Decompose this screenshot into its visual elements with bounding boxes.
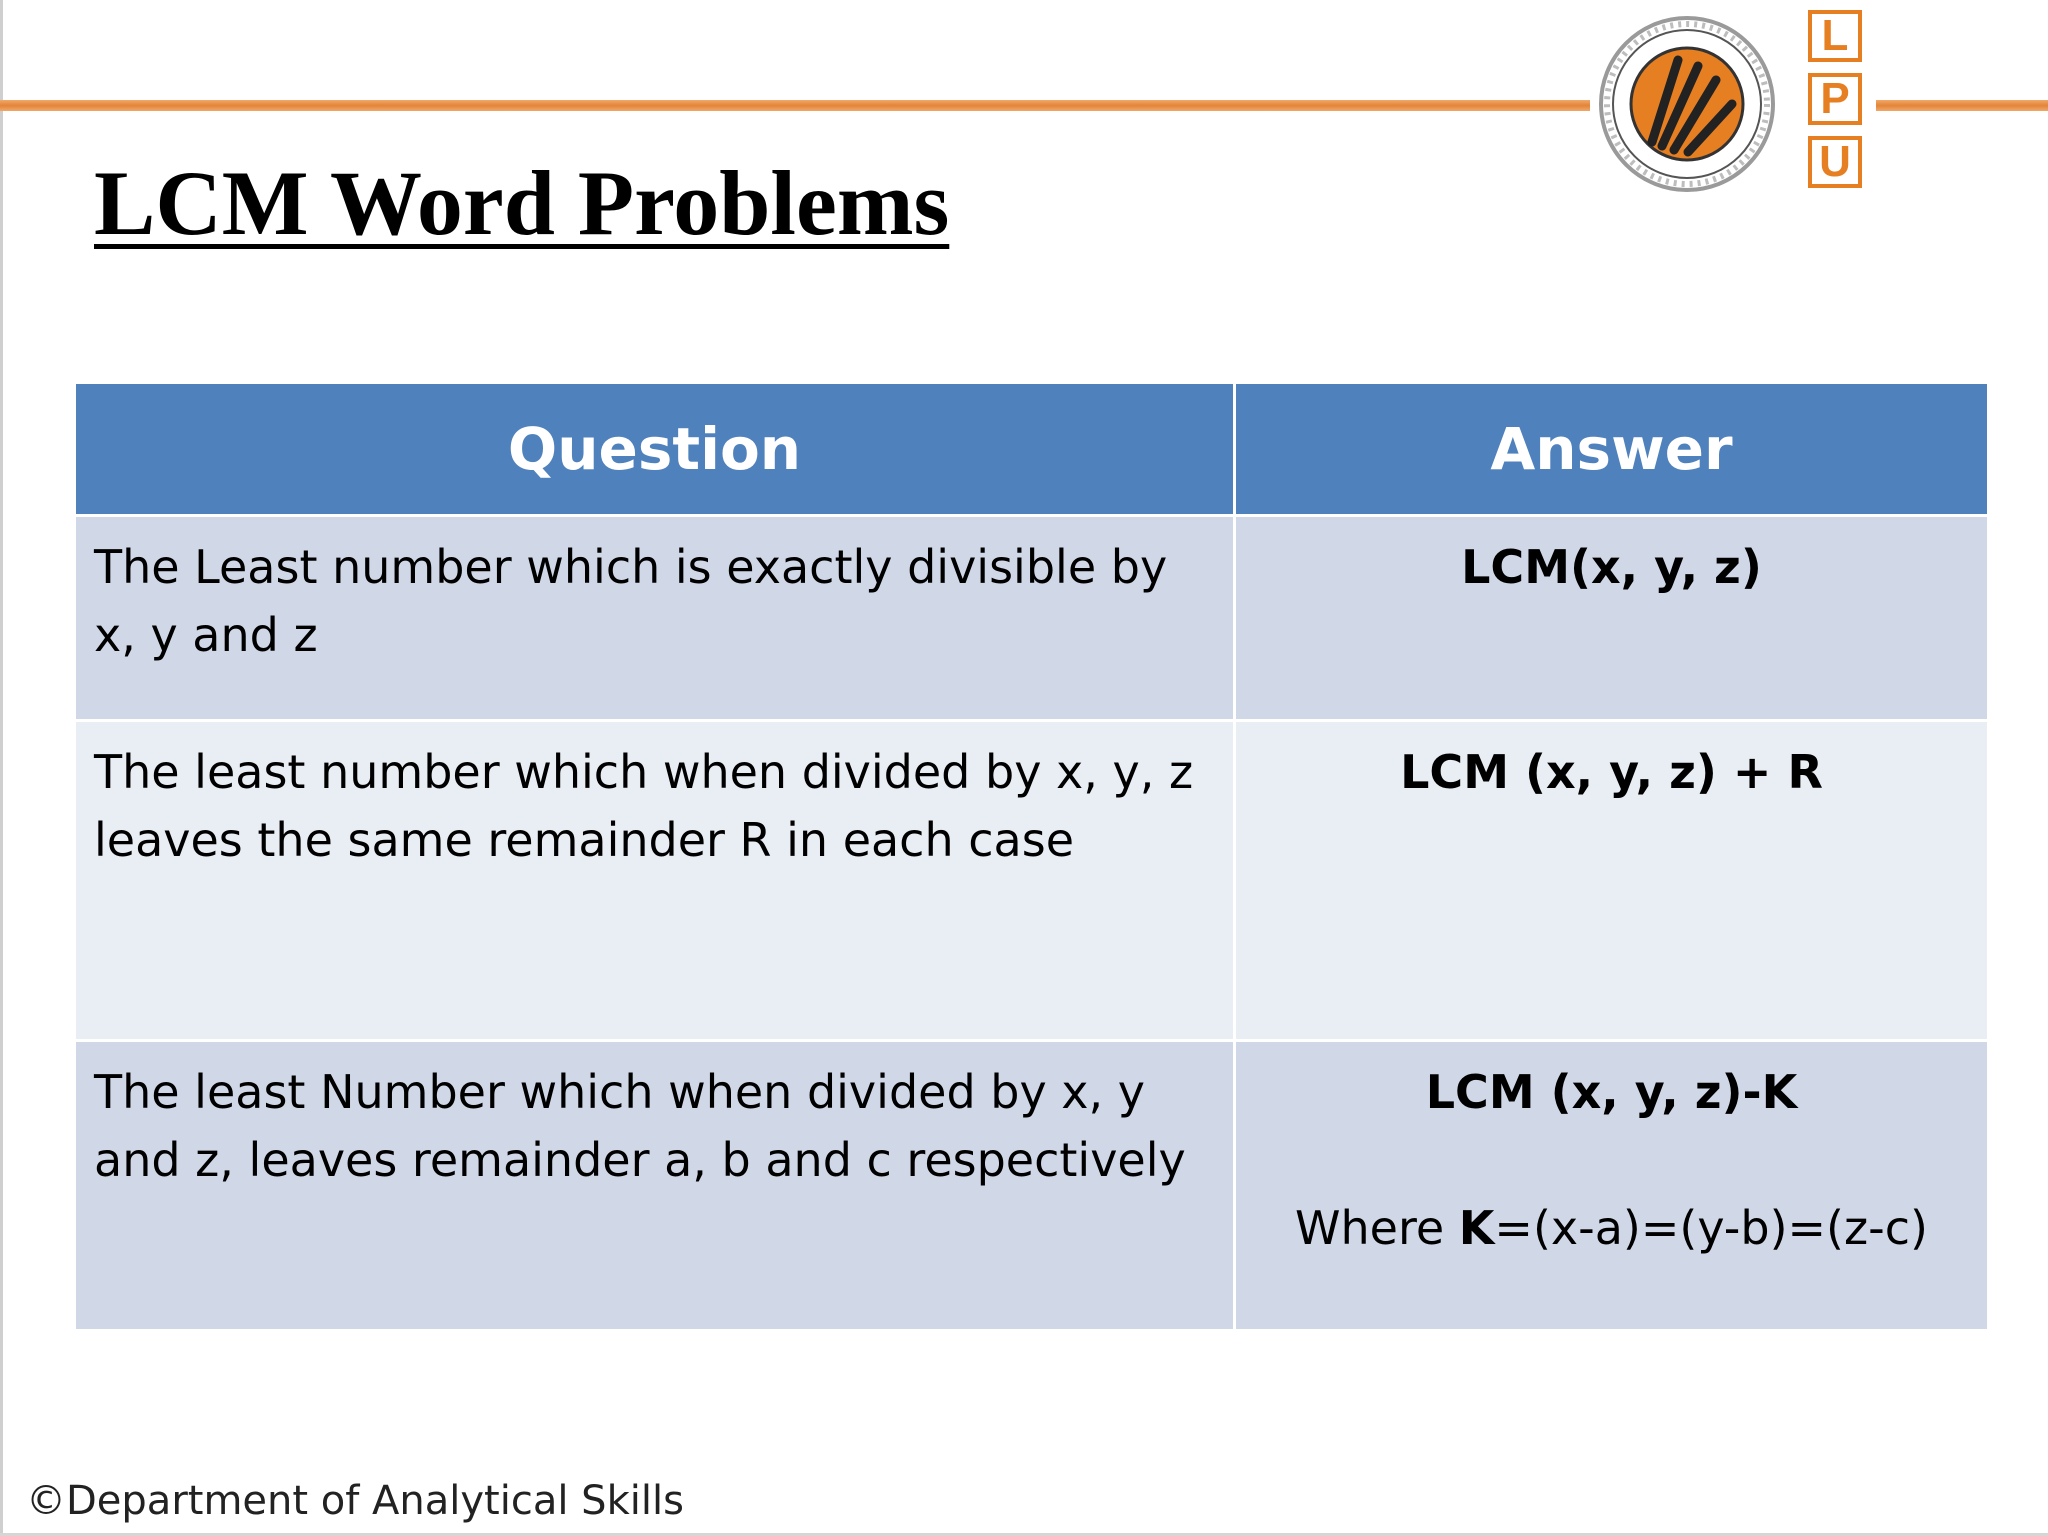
question-cell: The least number which when divided by x, y, z leaves the same remainder R in each case	[75, 721, 1235, 1041]
logo-letter-p: P	[1808, 73, 1862, 125]
note-bold: K	[1458, 1201, 1495, 1255]
header-rule-right	[1876, 100, 2048, 111]
question-cell: The least Number which when divided by x, y and z, leaves remainder a, b and c respectively	[75, 1041, 1235, 1331]
logo-letter-u: U	[1808, 136, 1862, 188]
answer-cell	[1235, 721, 1989, 1041]
answer-formula: LCM (x, y, z) + R	[1400, 745, 1823, 799]
slide-left-border	[0, 0, 3, 1536]
answer-cell	[1235, 516, 1989, 721]
note-prefix: Where	[1295, 1201, 1459, 1255]
header-rule-left	[0, 100, 1590, 111]
answer-formula: LCM (x, y, z)-K	[1425, 1065, 1798, 1119]
note-rest: =(x-a)=(y-b)=(z-c)	[1494, 1201, 1928, 1255]
slide-title: LCM Word Problems	[94, 152, 950, 254]
table-header-row	[75, 383, 1989, 516]
header-question: Question	[75, 383, 1235, 516]
footer-copyright: ©Department of Analytical Skills	[26, 1478, 684, 1524]
lpu-university-seal-icon	[1592, 14, 1782, 194]
question-cell: The Least number which is exactly divisible by x, y and z	[75, 516, 1235, 721]
answer-formula: LCM(x, y, z)	[1461, 540, 1762, 594]
logo-letter-l: L	[1808, 10, 1862, 62]
lcm-table	[73, 381, 1990, 1332]
table-row	[75, 1041, 1989, 1331]
answer-cell	[1235, 1041, 1989, 1331]
table-row	[75, 721, 1989, 1041]
answer-note	[1236, 1194, 1987, 1262]
header-answer: Answer	[1235, 383, 1989, 516]
table-row	[75, 516, 1989, 721]
